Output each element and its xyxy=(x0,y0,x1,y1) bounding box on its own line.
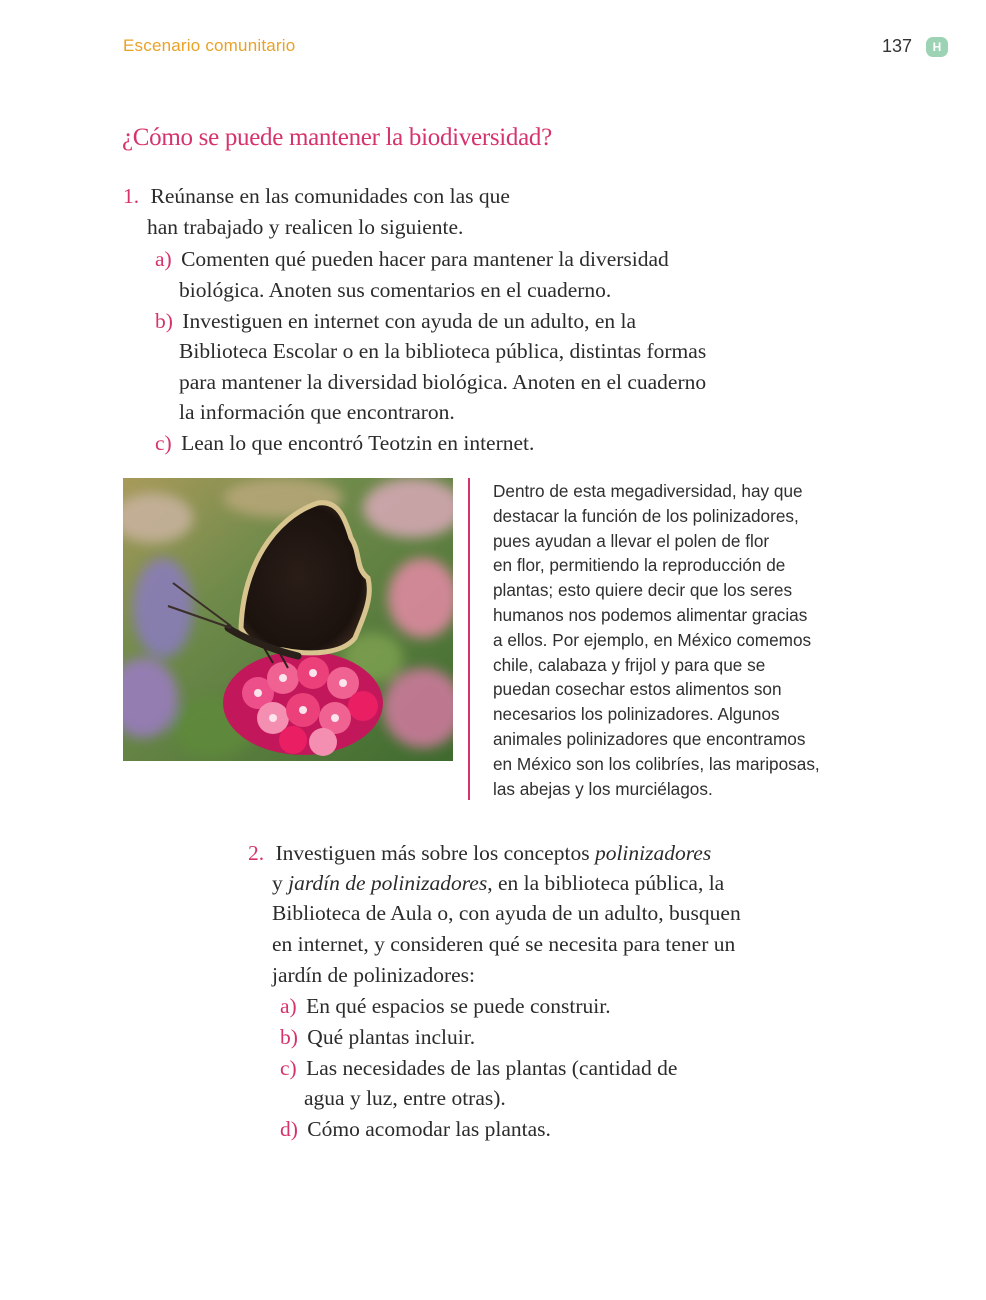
quote-line: puedan cosechar estos alimentos son xyxy=(493,679,782,700)
quote-line: animales polinizadores que encontramos xyxy=(493,728,806,749)
term-polinizadores: polinizadores xyxy=(594,841,712,865)
section-title: ¿Cómo se puede mantener la biodiversidad? xyxy=(122,124,552,151)
teotzin-quote xyxy=(493,479,853,801)
activity-1-item-c: c) Lean lo que encontró Teotzin en internet. xyxy=(155,431,535,455)
activity-1-line-2: han trabajado y realicen lo siguiente. xyxy=(147,215,464,239)
activity-1-item-a: a) Comenten qué pueden hacer para mantener la diversidad xyxy=(155,247,669,271)
quote-line: en flor, permitiendo la reproducción de xyxy=(493,555,786,576)
quote-line: pues ayudan a llevar el polen de flor xyxy=(493,530,770,551)
page-number: 137 xyxy=(881,36,912,56)
activity-2-line-3: Biblioteca de Aula o, con ayuda de un adulto, busquen xyxy=(272,901,741,925)
activity-2-line-2: y jardín de polinizadores, en la biblioteca pública, la xyxy=(272,871,725,895)
activity-1-item-a-line-2: biológica. Anoten sus comentarios en el cuaderno. xyxy=(179,278,612,302)
quote-line: en México son los colibríes, las mariposas, xyxy=(493,753,820,774)
butterfly-illustration xyxy=(123,478,453,761)
activity-1-item-b: b) Investiguen en internet con ayuda de un adulto, en la xyxy=(155,309,637,333)
quote-line: las abejas y los murciélagos. xyxy=(493,778,713,799)
quote-line: destacar la función de los polinizadores, xyxy=(493,505,799,526)
activity-2-line-1: 2. Investiguen más sobre los conceptos polinizadores xyxy=(248,841,712,865)
activity-2-item-c: c) Las necesidades de las plantas (cantidad de xyxy=(280,1056,678,1080)
quote-line: plantas; esto quiere decir que los seres xyxy=(493,580,793,601)
activity-2-item-b: b) Qué plantas incluir. xyxy=(280,1025,476,1049)
term-jardin-de-polinizadores: jardín de polinizadores xyxy=(288,871,488,895)
activity-2-item-d: d) Cómo acomodar las plantas. xyxy=(280,1117,551,1141)
quote-line: a ellos. Por ejemplo, en México comemos xyxy=(493,629,812,650)
activity-2-number: 2. xyxy=(248,841,265,865)
activity-2-item-c-line-2: agua y luz, entre otras). xyxy=(304,1086,506,1110)
quote-rule xyxy=(468,478,470,800)
quote-line: Dentro de esta megadiversidad, hay que xyxy=(493,481,803,501)
page-badge: H xyxy=(926,37,948,57)
activity-2-line-5: jardín de polinizadores: xyxy=(272,963,475,987)
activity-2-item-a: a) En qué espacios se puede construir. xyxy=(280,994,611,1018)
activity-1-item-b-line-3: para mantener la diversidad biológica. Anoten en el cuaderno xyxy=(179,370,707,394)
running-header: Escenario comunitario xyxy=(123,36,296,55)
activity-1-item-b-line-4: la información que encontraron. xyxy=(179,400,455,424)
activity-2-line-4: en internet, y consideren qué se necesita para tener un xyxy=(272,932,736,956)
activity-1-line-1: 1. Reúnanse en las comunidades con las que xyxy=(123,184,510,208)
activity-1-number: 1. xyxy=(123,184,140,208)
quote-line: necesarios los polinizadores. Algunos xyxy=(493,704,780,725)
quote-line: chile, calabaza y frijol y para que se xyxy=(493,654,766,675)
quote-line: humanos nos podemos alimentar gracias xyxy=(493,604,808,625)
activity-1-item-b-line-2: Biblioteca Escolar o en la biblioteca pública, distintas formas xyxy=(179,339,707,363)
butterfly-photo xyxy=(123,478,453,761)
